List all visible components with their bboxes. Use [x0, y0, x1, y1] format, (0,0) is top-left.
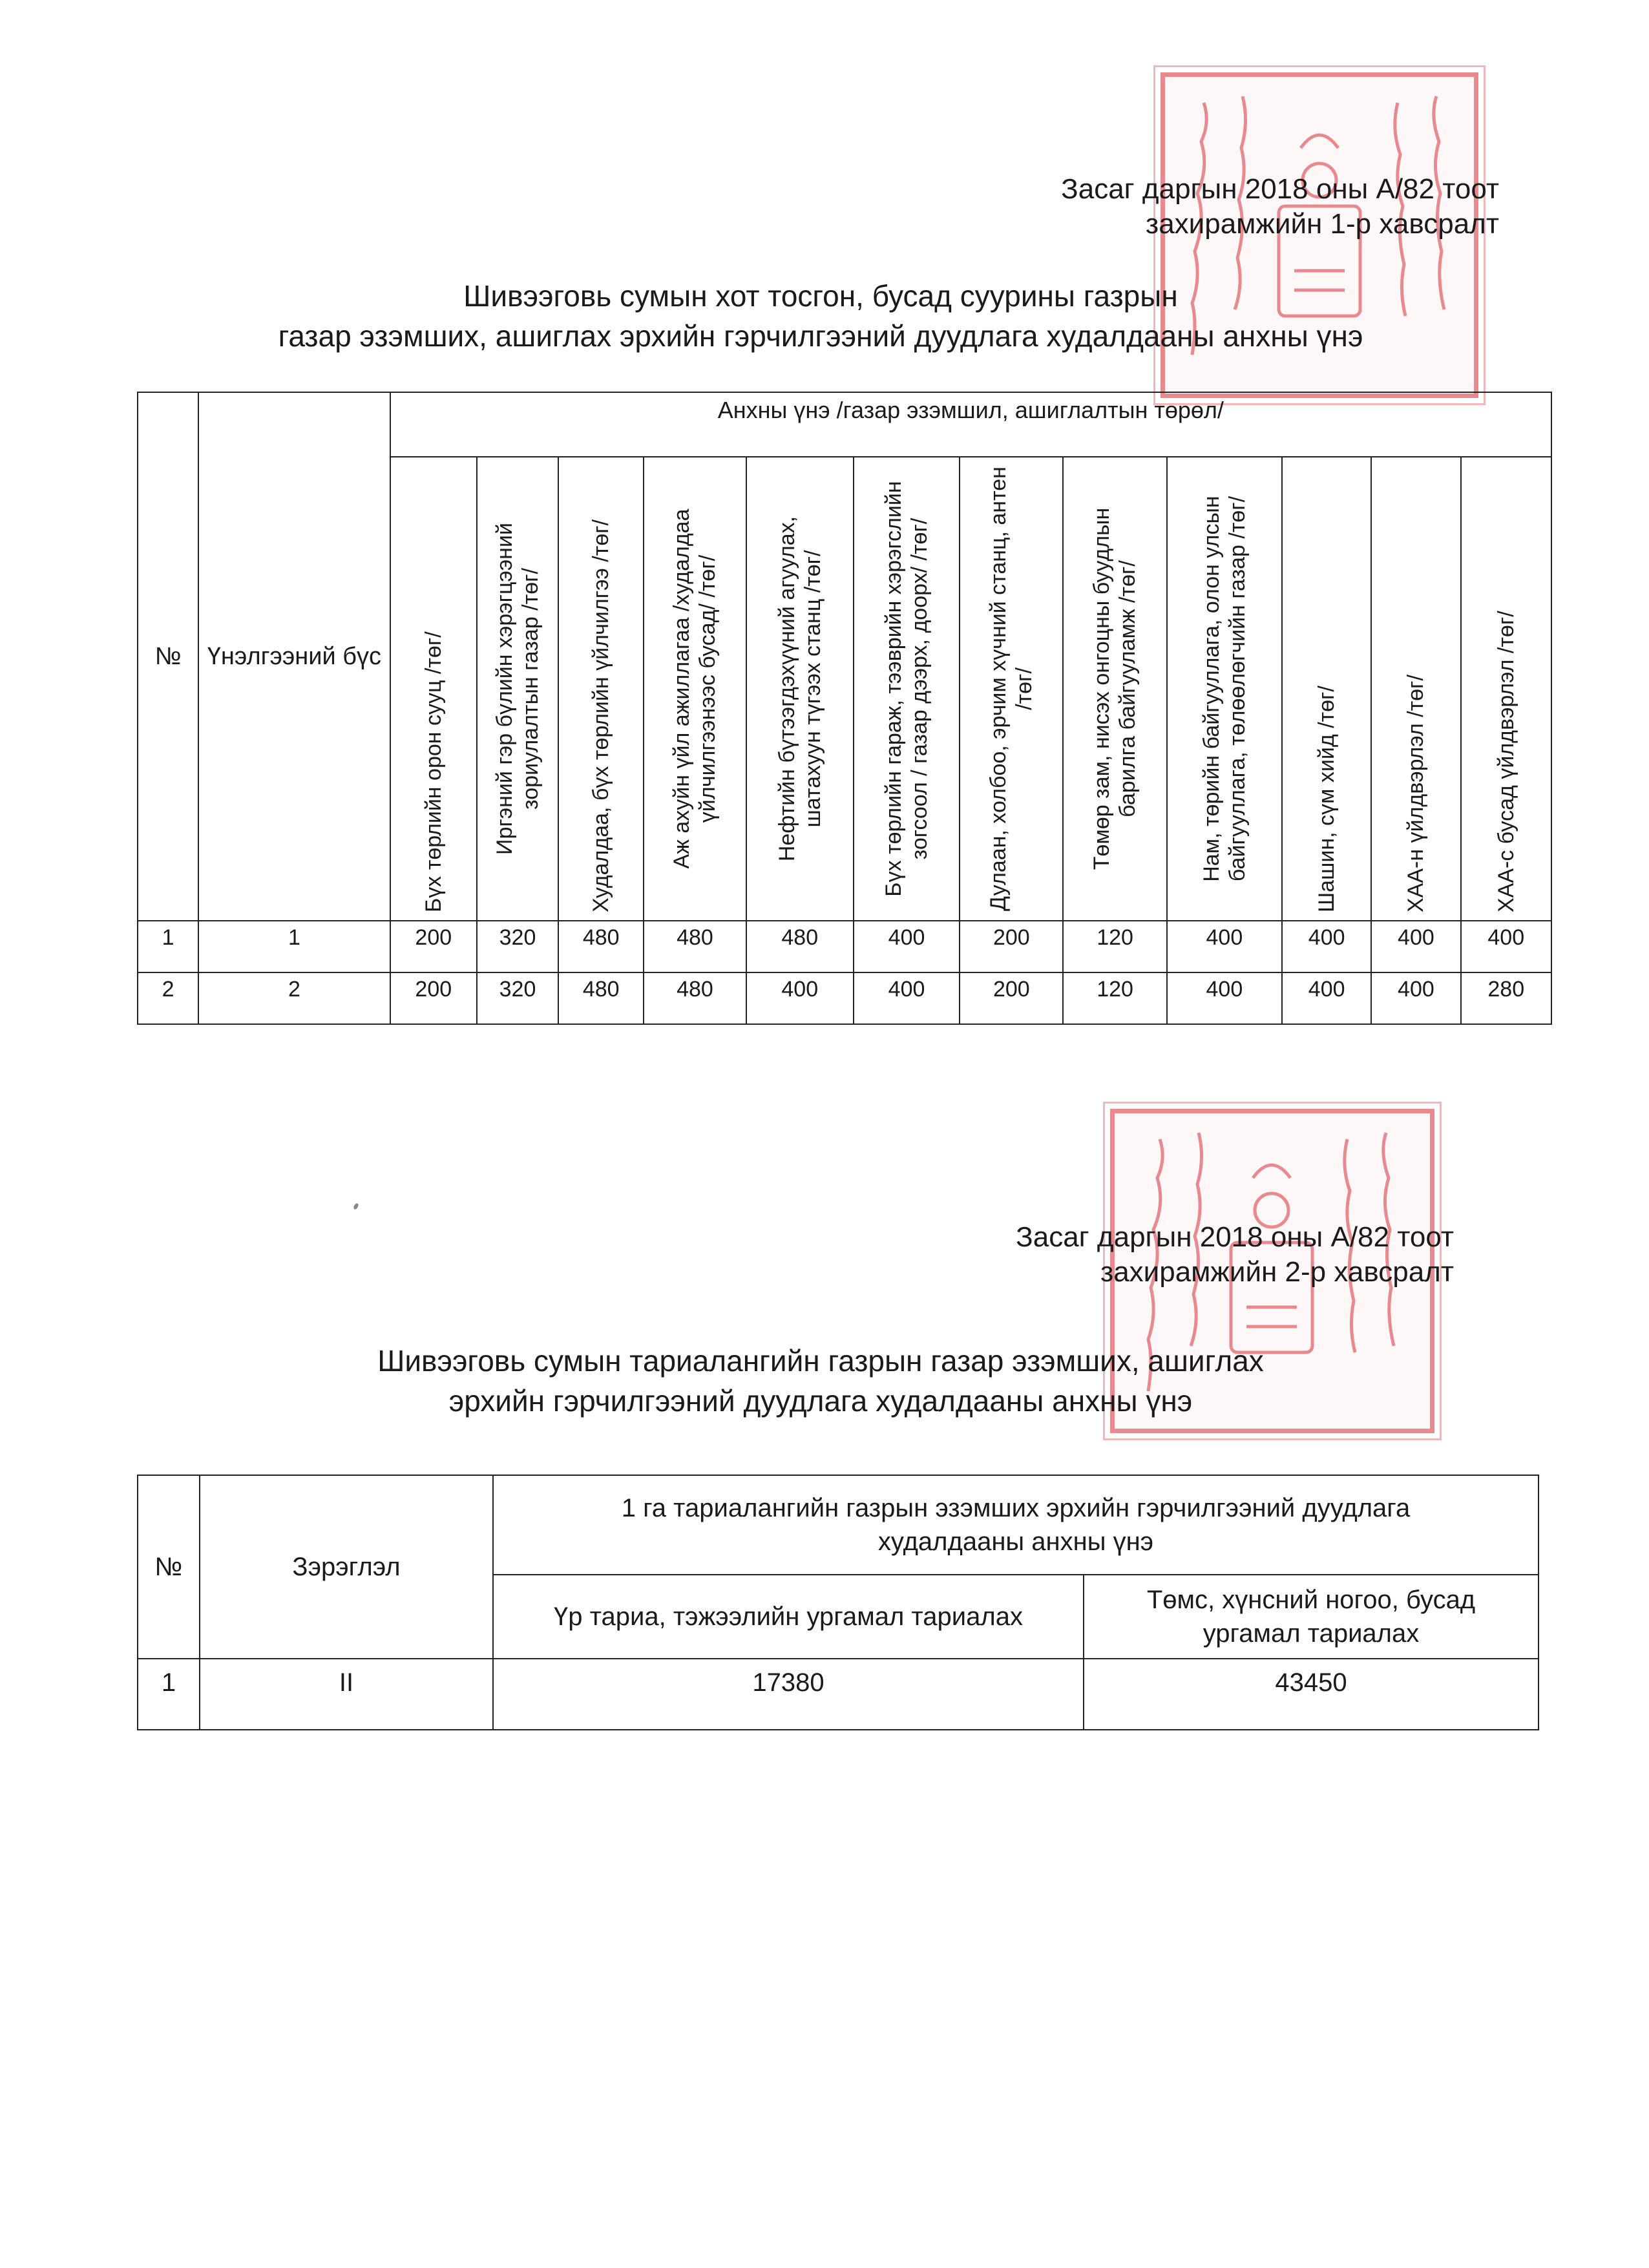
table-row: [138, 1659, 1539, 1730]
col-header-no: №: [138, 392, 198, 921]
cell-price: 480: [644, 972, 746, 1024]
cell-price: 400: [1371, 921, 1460, 972]
col-header-land-use-4: [644, 457, 746, 921]
col-header-grain: Үр тариа, тэжээлийн ургамал тариалах: [493, 1575, 1084, 1659]
col-header-land-use-label: Төмөр зам, нисэх онгоцны буудлын барилга байгууламж /төг/: [1089, 507, 1140, 870]
annex2-title-line2: эрхийн гэрчилгээний дуудлага худалдааны анхны үнэ: [448, 1384, 1193, 1418]
cell-price: 120: [1063, 972, 1166, 1024]
cell-price: 400: [1461, 921, 1551, 972]
col-header-land-use-label: Шашин, сүм хийд /төг/: [1314, 686, 1339, 912]
col-header-land-use-8: [1063, 457, 1166, 921]
cell-zone: 1: [198, 921, 390, 972]
col-header-land-use-9: [1167, 457, 1282, 921]
cell-price: 400: [1167, 972, 1282, 1024]
col-header-no: №: [138, 1475, 200, 1659]
table-row: [138, 972, 1551, 1024]
col-header-land-use-label: ХАА-н үйлдвэрлэл /төг/: [1403, 675, 1429, 912]
scan-speck: [353, 1202, 359, 1210]
col-header-land-use-label: Нефтийн бүтээгдэхүүний агуулах, шатахуун түгээх станц /төг/: [774, 516, 825, 862]
cell-price: 200: [960, 972, 1063, 1024]
col-header-land-use-6: [854, 457, 960, 921]
cell-price: 400: [1282, 921, 1371, 972]
cell-price: 400: [854, 972, 960, 1024]
col-group-header: 1 га тариалангийн газрын эзэмших эрхийн гэрчилгээний дуудлага худалдааны анхны үнэ: [493, 1475, 1539, 1575]
cell-price: 480: [558, 921, 644, 972]
col-header-land-use-label: ХАА-с бусад үйлдвэрлэл /төг/: [1493, 611, 1518, 912]
cell-vegetable-price: 43450: [1084, 1659, 1539, 1730]
annex2-reference: [801, 1220, 1454, 1290]
col-header-land-use-10: [1282, 457, 1371, 921]
cell-price: 400: [1167, 921, 1282, 972]
col-header-land-use-1: [390, 457, 477, 921]
cell-price: 200: [390, 921, 477, 972]
cell-grain-price: 17380: [493, 1659, 1084, 1730]
cell-price: 480: [644, 921, 746, 972]
cell-price: 200: [960, 921, 1063, 972]
annex2-reference-line1: Засаг даргын 2018 оны А/82 тоот: [1016, 1221, 1454, 1253]
cell-zone: 2: [198, 972, 390, 1024]
col-header-land-use-label: Иргэний гэр бүлийн хэрэгцээний зориулалтын газар /төг/: [492, 523, 543, 855]
col-header-land-use-2: [477, 457, 558, 921]
annex1-title-line1: Шивээговь сумын хот тосгон, бусад суурины газрын: [463, 279, 1178, 313]
col-header-zone: Үнэлгээний бүс: [198, 392, 390, 921]
col-header-land-use-12: [1461, 457, 1551, 921]
cell-price: 320: [477, 972, 558, 1024]
col-header-land-use-label: Бүх төрлийн орон сууц /төг/: [421, 631, 446, 912]
annex1-reference-line1: Засаг даргын 2018 оны А/82 тоот: [1061, 173, 1499, 205]
cell-grade: II: [200, 1659, 493, 1730]
cell-no: 2: [138, 972, 198, 1024]
col-header-land-use-3: [558, 457, 644, 921]
cell-price: 400: [1371, 972, 1460, 1024]
cell-price: 480: [558, 972, 644, 1024]
table-row: [138, 921, 1551, 972]
annex2-reference-line2: захирамжийн 2-р хавсралт: [1100, 1256, 1454, 1288]
col-header-land-use-7: [960, 457, 1063, 921]
col-header-land-use-label: Аж ахуйн үйл ажиллагаа /худалдаа үйлчилгээнээс бусад/ /төг/: [669, 509, 720, 869]
annex1-reference: [840, 172, 1499, 242]
col-header-land-use-label: Бүх төрлийн гараж, тээврийн хэрэгслийн зогсоол / газар дээрх, доорх/ /төг/: [881, 481, 932, 897]
col-header-land-use-label: Нам, төрийн байгууллага, олон улсын байгууллага, төлөөлөгчийн газар /төг/: [1199, 496, 1250, 882]
cell-price: 400: [746, 972, 854, 1024]
col-header-land-use-label: Дулаан, холбоо, эрчим хүчний станц, антен /төг/: [986, 467, 1037, 911]
cell-price: 400: [854, 921, 960, 972]
annex1-reference-line2: захирамжийн 1-р хавсралт: [1146, 208, 1499, 240]
farmland-price-table: [137, 1475, 1539, 1730]
cell-price: 480: [746, 921, 854, 972]
cell-price: 120: [1063, 921, 1166, 972]
cell-price: 200: [390, 972, 477, 1024]
annex1-title-line2: газар эзэмших, ашиглах эрхийн гэрчилгээний дуудлага худалдааны анхны үнэ: [278, 319, 1363, 353]
col-header-land-use-label: Худалдаа, бүх төрлийн үйлчилгээ /төг/: [589, 519, 614, 912]
col-header-land-use-11: [1371, 457, 1460, 921]
col-header-grade: Зэрэглэл: [200, 1475, 493, 1659]
cell-no: 1: [138, 1659, 200, 1730]
cell-no: 1: [138, 921, 198, 972]
col-group-header: Анхны үнэ /газар эзэмшил, ашиглалтын төрөл/: [390, 392, 1551, 457]
cell-price: 400: [1282, 972, 1371, 1024]
cell-price: 320: [477, 921, 558, 972]
urban-land-price-table: [137, 392, 1552, 1025]
col-header-vegetables: Төмс, хүнсний ногоо, бусад ургамал тариалах: [1084, 1575, 1539, 1659]
cell-price: 280: [1461, 972, 1551, 1024]
annex2-title-line1: Шивээговь сумын тариалангийн газрын газар эзэмших, ашиглах: [377, 1344, 1264, 1378]
col-header-land-use-5: [746, 457, 854, 921]
